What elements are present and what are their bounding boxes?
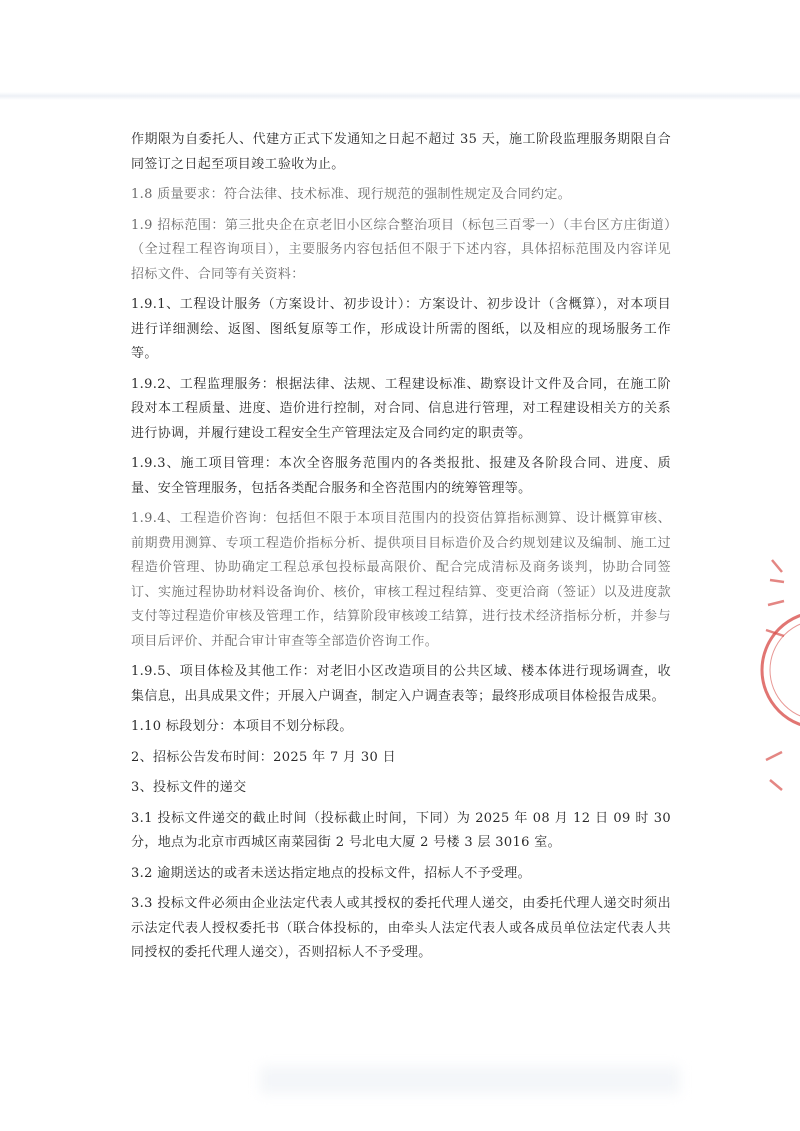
paragraph-cost-consulting: 1.9.4、工程造价咨询：包括但不限于本项目范围内的投资估算指标测算、设计概算审核、前期费用测算、专项工程造价指标分析、提供项目目标造价及合约规划建议及编制、施工过程造价管理、协助确定工程总承包投标最高限价、配合完成清标及商务谈判，协助合同签订、实施过程协助材料设备询价、核价，审核工程过程结算、变更洽商（签证）以及进度款支付等过程造价审核及管理工作，结算阶段审核竣工结算，进行技术经济指标分析，并参与项目后评价、并配合审计审查等全部造价咨询工作。	[131, 511, 671, 649]
section-heading-submission: 3、投标文件的递交	[131, 780, 247, 795]
scan-artifact-top	[0, 92, 800, 100]
paragraph-service-period: 作期限为自委托人、代建方正式下发通知之日起不超过 35 天，施工阶段监理服务期限自合同签订之日起至项目竣工验收为止。	[131, 132, 671, 172]
paragraph-deadline-location: 3.1 投标文件递交的截止时间（投标截止时间，下同）为 2025 年 08 月 12 日 09 时 30 分，地点为北京市西城区南菜园街 2 号北电大厦 2 号楼 3 层 3016 室。	[131, 810, 671, 850]
document-body	[131, 128, 671, 972]
red-seal-stamp	[760, 520, 800, 840]
scan-artifact-bottom	[260, 1066, 680, 1094]
paragraph-bid-scope: 1.9 招标范围：第三批央企在京老旧小区综合整治项目（标包三百零一）（丰台区方庄街道）（全过程工程咨询项目），主要服务内容包括但不限于下述内容，具体招标范围及内容详见招标文件、合同等有关资料：	[131, 217, 671, 282]
paragraph-publish-date: 2、招标公告发布时间：2025 年 7 月 30 日	[131, 749, 396, 765]
paragraph-supervision-service: 1.9.2、工程监理服务：根据法律、法规、工程建设标准、勘察设计文件及合同，在施工阶段对本工程质量、进度、造价进行控制，对合同、信息进行管理，对工程建设相关方的关系进行协调，并履行建设工程安全生产管理法定及合同约定的职责等。	[131, 376, 671, 441]
paragraph-project-management: 1.9.3、施工项目管理：本次全咨服务范围内的各类报批、报建及各阶段合同、进度、质量、安全管理服务，包括各类配合服务和全咨范围内的统筹管理等。	[131, 456, 671, 496]
paragraph-authorized-submission: 3.3 投标文件必须由企业法定代表人或其授权的委托代理人递交，由委托代理人递交时须出示法定代表人授权委托书（联合体投标的，由牵头人法定代表人或各成员单位法定代表人共同授权的委托代理人递交），否则招标人不予受理。	[131, 896, 671, 960]
paragraph-late-submission: 3.2 逾期送达的或者未送达指定地点的投标文件，招标人不予受理。	[131, 865, 532, 881]
paragraph-lot-division: 1.10 标段划分：本项目不划分标段。	[131, 719, 353, 734]
paragraph-design-service: 1.9.1、工程设计服务（方案设计、初步设计）：方案设计、初步设计（含概算），对本项目进行详细测绘、返图、图纸复原等工作，形成设计所需的图纸，以及相应的现场服务工作等。	[131, 297, 671, 361]
paragraph-quality-requirement: 1.8 质量要求：符合法律、技术标准、现行规范的强制性规定及合同约定。	[131, 187, 572, 202]
paragraph-inspection-work: 1.9.5、项目体检及其他工作：对老旧小区改造项目的公共区域、楼本体进行现场调查，收集信息，出具成果文件；开展入户调查，制定入户调查表等；最终形成项目体检报告成果。	[131, 664, 671, 704]
